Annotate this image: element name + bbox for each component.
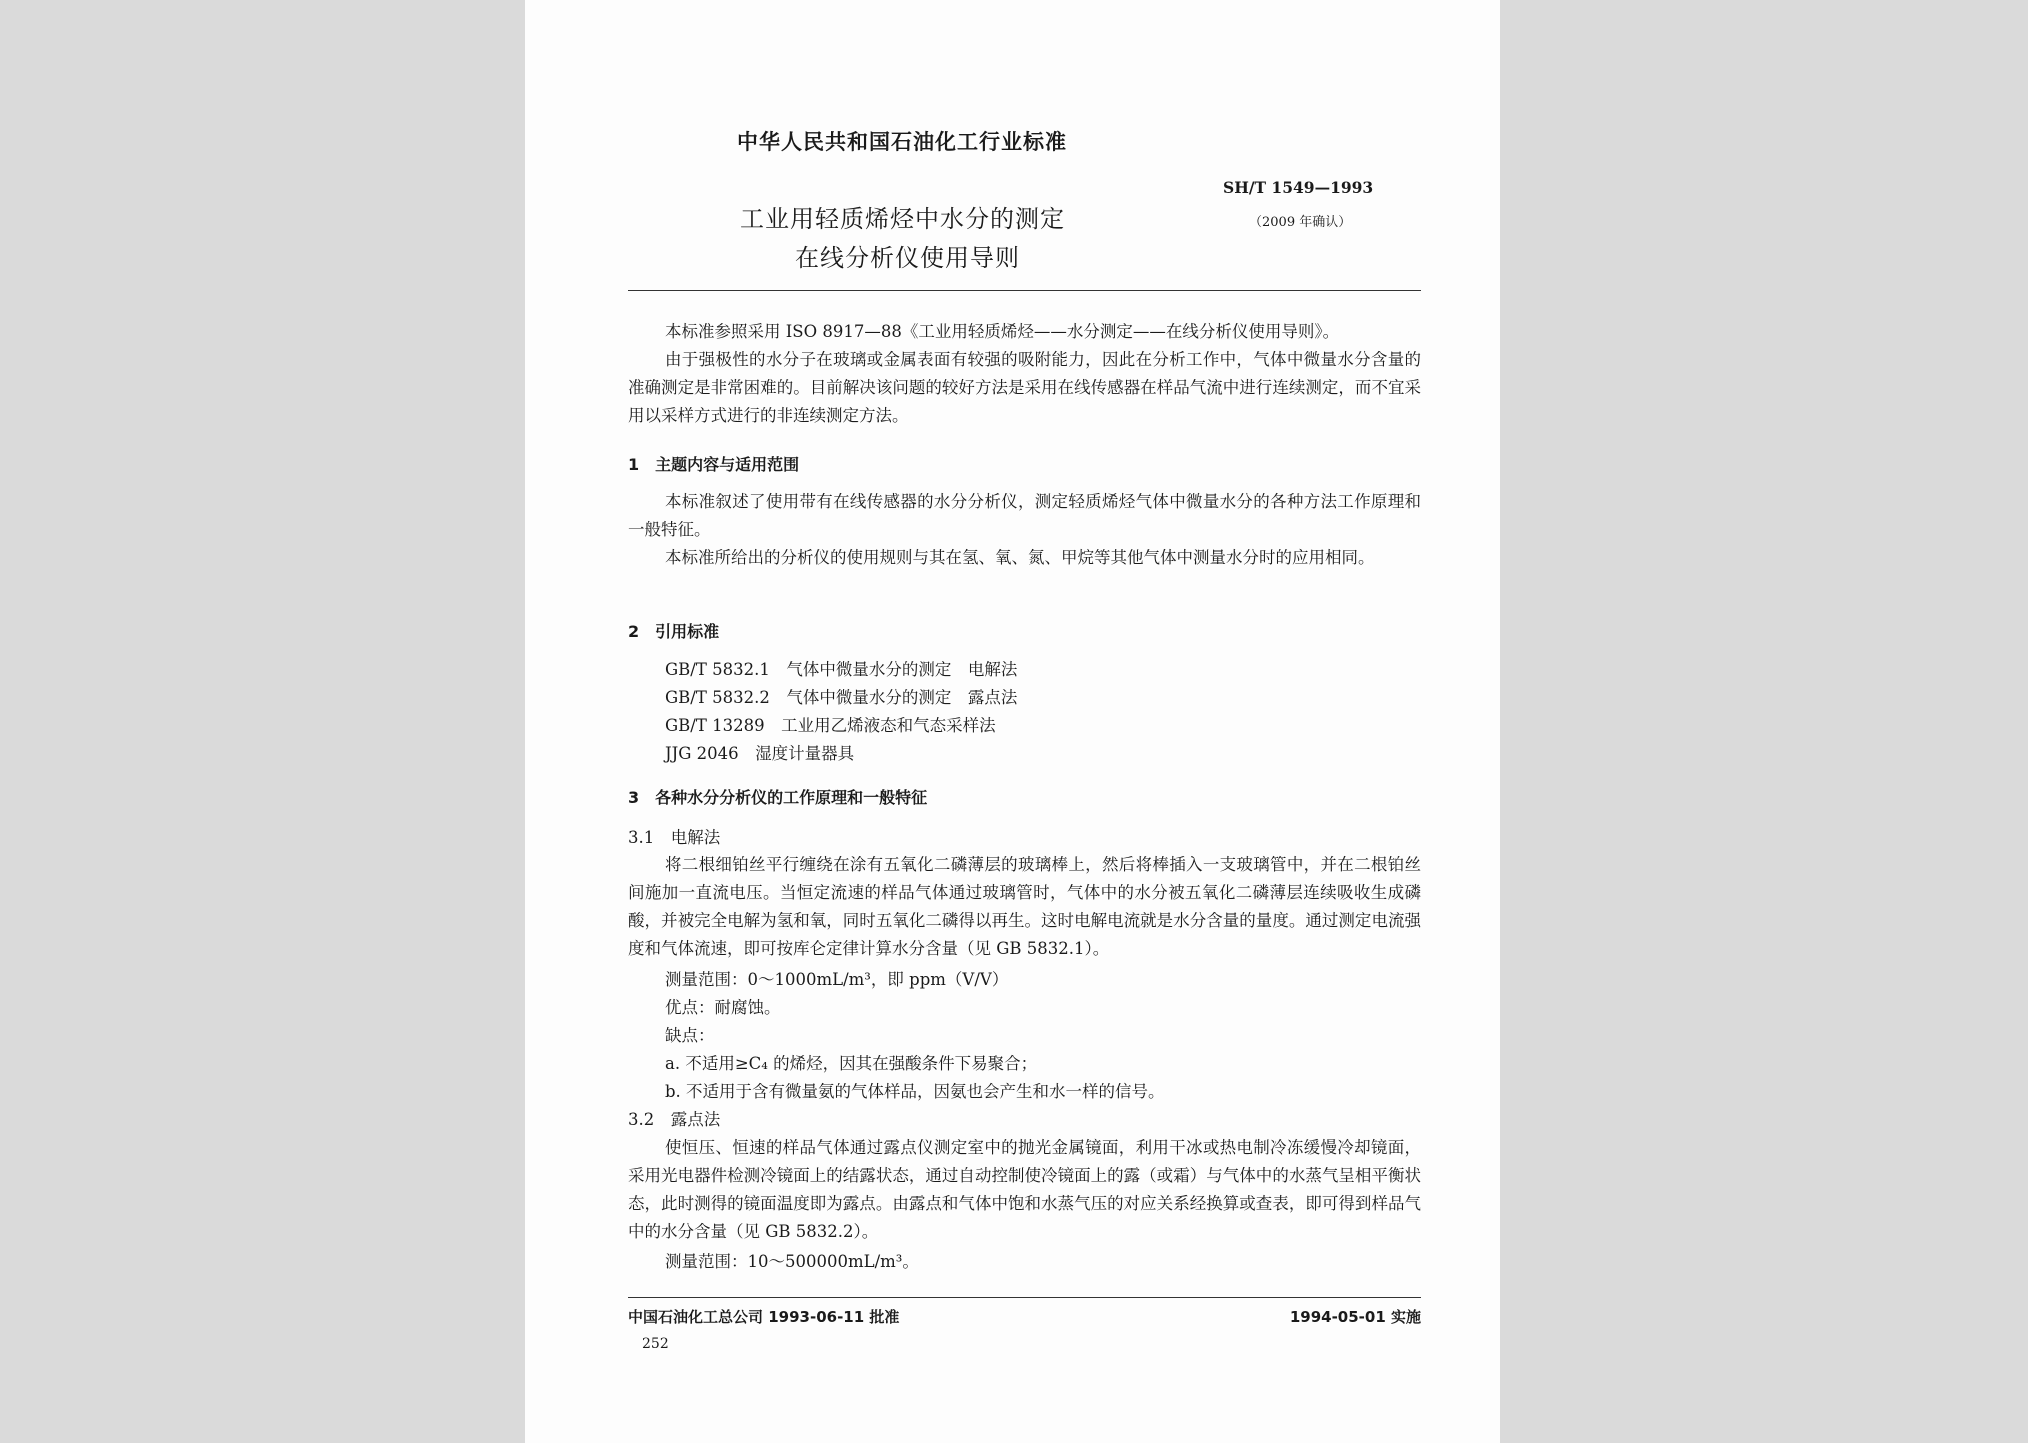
intro-paragraph-2: 由于强极性的水分子在玻璃或金属表面有较强的吸附能力，因此在分析工作中，气体中微量水分含量的准确测定是非常困难的。目前解决该问题的较好方法是采用在线传感器在样品气流中进行连续测定，而不宜采用以采样方式进行的非连续测定方法。 <box>628 350 1421 425</box>
page-number: 252 <box>642 1336 669 1352</box>
section-2-heading: 2 引用标准 <box>628 622 720 641</box>
section-3-1-heading: 3.1 电解法 <box>628 828 721 847</box>
section-3-1-paragraph: 将二根细铂丝平行缠绕在涂有五氧化二磷薄层的玻璃棒上，然后将棒插入一支玻璃管中，并在二根铂丝间施加一直流电压。当恒定流速的样品气体通过玻璃管时，气体中的水分被五氧化二磷薄层连续吸收生成磷酸，并被完全电解为氢和氧，同时五氧化二磷得以再生。这时电解电流就是水分含量的量度。通过测定电流强度和气体流速，即可按库仑定律计算水分含量（见 GB 5832.1）。 <box>628 855 1421 958</box>
document-title-line1: 工业用轻质烯烃中水分的测定 <box>740 205 1065 233</box>
section-1-paragraph-2: 本标准所给出的分析仪的使用规则与其在氢、氧、氮、甲烷等其他气体中测量水分时的应用相同。 <box>665 548 1375 567</box>
electrolysis-range: 测量范围：0～1000mL/m³，即 ppm（V/V） <box>665 970 1009 989</box>
reference-item: GB/T 5832.1 气体中微量水分的测定 电解法 <box>665 660 1018 679</box>
dew-point-range: 测量范围：10～500000mL/m³。 <box>665 1252 919 1271</box>
reference-item: JJG 2046 湿度计量器具 <box>665 744 855 763</box>
footer-rule <box>628 1297 1421 1298</box>
intro-paragraph-1: 本标准参照采用 ISO 8917—88《工业用轻质烯烃——水分测定——在线分析仪使用导则》。 <box>665 322 1340 341</box>
header-rule <box>628 290 1421 291</box>
electrolysis-advantage: 优点：耐腐蚀。 <box>665 998 781 1017</box>
disadvantage-item-b: b. 不适用于含有微量氨的气体样品，因氨也会产生和水一样的信号。 <box>665 1082 1165 1101</box>
reference-item: GB/T 13289 工业用乙烯液态和气态采样法 <box>665 716 996 735</box>
electrolysis-disadvantages-label: 缺点： <box>665 1026 715 1045</box>
section-3-2-heading: 3.2 露点法 <box>628 1110 721 1129</box>
reference-item: GB/T 5832.2 气体中微量水分的测定 露点法 <box>665 688 1018 707</box>
section-3-2-paragraph: 使恒压、恒速的样品气体通过露点仪测定室中的抛光金属镜面，利用干冰或热电制冷冻缓慢冷却镜面，采用光电器件检测冷镜面上的结露状态，通过自动控制使冷镜面上的露（或霜）与气体中的水蒸气呈相平衡状态，此时测得的镜面温度即为露点。由露点和气体中饱和水蒸气压的对应关系经换算或查表，即可得到样品气中的水分含量（见 GB 5832.2）。 <box>628 1138 1421 1241</box>
approval-line: 中国石油化工总公司 1993-06-11 批准 <box>628 1308 900 1326</box>
effective-date: 1994-05-01 实施 <box>1289 1308 1421 1326</box>
issuing-body-title: 中华人民共和国石油化工行业标准 <box>737 130 1067 154</box>
document-page <box>525 0 1500 1443</box>
section-3-heading: 3 各种水分分析仪的工作原理和一般特征 <box>628 788 928 807</box>
confirmation-note: （2009 年确认） <box>1249 215 1352 230</box>
section-1-paragraph-1: 本标准叙述了使用带有在线传感器的水分分析仪，测定轻质烯烃气体中微量水分的各种方法工作原理和一般特征。 <box>628 492 1421 539</box>
section-1-heading: 1 主题内容与适用范围 <box>628 455 800 474</box>
disadvantage-item-a: a. 不适用≥C₄ 的烯烃，因其在强酸条件下易聚合； <box>665 1054 1038 1073</box>
document-title-line2: 在线分析仪使用导则 <box>795 244 1020 272</box>
standard-code: SH/T 1549—1993 <box>1223 178 1374 197</box>
